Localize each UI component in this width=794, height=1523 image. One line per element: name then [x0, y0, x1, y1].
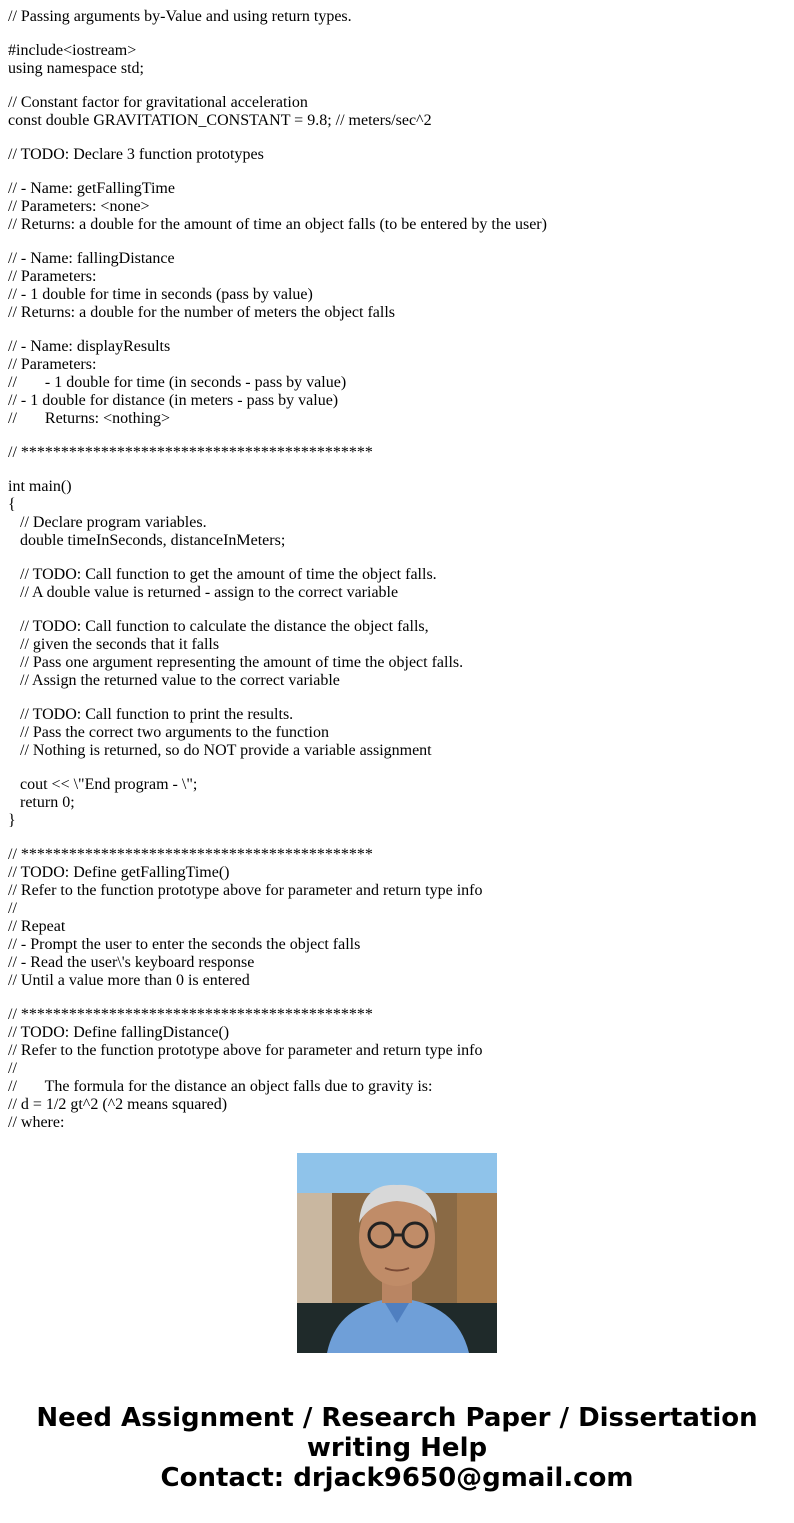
code-line: // Parameters: — [8, 356, 97, 373]
code-line: // ******************************************** — [8, 1006, 373, 1023]
code-paragraph — [8, 846, 788, 990]
person-photo-icon — [297, 1153, 497, 1353]
code-line: // Declare program variables. — [8, 514, 207, 531]
code-line: // TODO: Define getFallingTime() — [8, 864, 230, 881]
code-line: // - 1 double for time in seconds (pass by value) — [8, 286, 313, 303]
code-line: // d = 1/2 gt^2 (^2 means squared) — [8, 1096, 228, 1113]
contact-banner — [0, 1403, 794, 1493]
code-line: // - 1 double for time (in seconds - pass by value) — [8, 374, 347, 391]
code-line: // TODO: Define fallingDistance() — [8, 1024, 230, 1041]
code-line: { — [8, 496, 16, 513]
code-line: // Parameters: <none> — [8, 198, 150, 215]
code-line: // Refer to the function prototype above for parameter and return type info — [8, 1042, 483, 1059]
code-line: // Returns: a double for the amount of time an object falls (to be entered by the user) — [8, 216, 547, 233]
code-line: // Until a value more than 0 is entered — [8, 972, 250, 989]
code-line: // given the seconds that it falls — [8, 636, 220, 653]
banner-line-2: writing Help — [306, 1433, 488, 1463]
code-paragraph — [8, 478, 788, 550]
code-line: // Returns: a double for the number of meters the object falls — [8, 304, 395, 321]
code-line: cout << \"End program - \"; — [8, 776, 198, 793]
code-paragraph — [8, 338, 788, 428]
code-paragraph — [8, 618, 788, 690]
code-line: // - Prompt the user to enter the seconds the object falls — [8, 936, 361, 953]
code-document — [8, 8, 788, 1131]
code-line: return 0; — [8, 794, 75, 811]
banner-contact-email: Contact: drjack9650@gmail.com — [160, 1463, 634, 1493]
code-line: // TODO: Declare 3 function prototypes — [8, 146, 264, 163]
code-line: // Refer to the function prototype above for parameter and return type info — [8, 882, 483, 899]
code-line: int main() — [8, 478, 72, 495]
code-line: // - Name: getFallingTime — [8, 180, 175, 197]
code-paragraph — [8, 776, 788, 830]
code-line: // Assign the returned value to the correct variable — [8, 672, 340, 689]
code-line: double timeInSeconds, distanceInMeters; — [8, 532, 286, 549]
code-line: // TODO: Call function to calculate the distance the object falls, — [8, 618, 429, 635]
code-line: #include<iostream> — [8, 42, 137, 59]
code-line: // — [8, 900, 17, 917]
code-paragraph — [8, 706, 788, 760]
code-line: // Parameters: — [8, 268, 97, 285]
code-line: // - Name: fallingDistance — [8, 250, 175, 267]
code-line: // ******************************************** — [8, 846, 373, 863]
banner-line-1: Need Assignment / Research Paper / Dissertation — [36, 1403, 758, 1433]
code-line: // Pass one argument representing the amount of time the object falls. — [8, 654, 464, 671]
code-line: // ******************************************** — [8, 444, 373, 461]
code-paragraph — [8, 180, 788, 234]
code-line: // TODO: Call function to get the amount of time the object falls. — [8, 566, 437, 583]
code-paragraph — [8, 8, 788, 26]
code-line: // Constant factor for gravitational acceleration — [8, 94, 308, 111]
code-line: // The formula for the distance an object falls due to gravity is: — [8, 1078, 433, 1095]
code-line: // Repeat — [8, 918, 66, 935]
code-line: const double GRAVITATION_CONSTANT = 9.8; // meters/sec^2 — [8, 112, 432, 129]
code-paragraph — [8, 42, 788, 78]
code-paragraph — [8, 146, 788, 164]
code-line: // Pass the correct two arguments to the function — [8, 724, 329, 741]
code-line: using namespace std; — [8, 60, 144, 77]
code-line: // Passing arguments by-Value and using return types. — [8, 8, 352, 25]
code-line: // - Read the user\'s keyboard response — [8, 954, 255, 971]
code-paragraph — [8, 566, 788, 602]
code-paragraph — [8, 94, 788, 130]
author-avatar — [297, 1153, 497, 1353]
code-line: // - Name: displayResults — [8, 338, 171, 355]
code-line: // A double value is returned - assign to the correct variable — [8, 584, 399, 601]
code-line: // TODO: Call function to print the results. — [8, 706, 294, 723]
code-line: } — [8, 812, 16, 829]
code-paragraph — [8, 444, 788, 462]
code-line: // — [8, 1060, 17, 1077]
code-line: // where: — [8, 1114, 65, 1131]
code-line: // Nothing is returned, so do NOT provide a variable assignment — [8, 742, 432, 759]
code-line: // - 1 double for distance (in meters - pass by value) — [8, 392, 339, 409]
code-paragraph — [8, 1006, 788, 1132]
code-line: // Returns: <nothing> — [8, 410, 171, 427]
code-paragraph — [8, 250, 788, 322]
